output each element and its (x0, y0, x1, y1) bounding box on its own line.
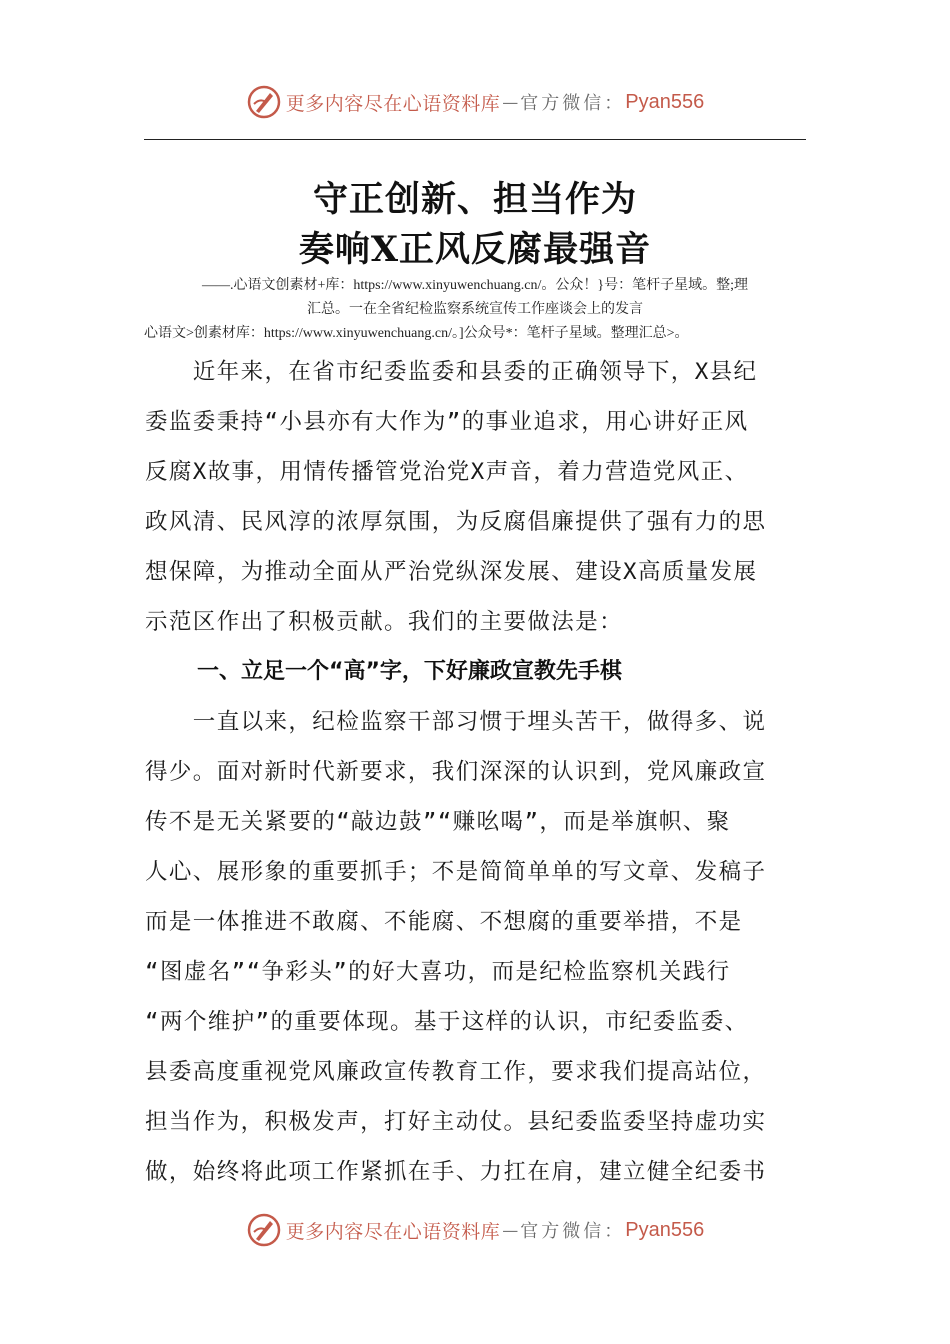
paragraph-line: “图虚名”“争彩头”的好大喜功，而是纪检监察机关践行 (145, 959, 731, 985)
title-line-1: 守正创新、担当作为 (312, 179, 637, 220)
banner-separator: — (502, 92, 519, 112)
paragraph-line: 想保障，为推动全面从严治党纵深发展、建设X高质量发展 (145, 559, 758, 585)
paragraph-line: 县委高度重视党风廉政宣传教育工作，要求我们提高站位， (145, 1059, 767, 1085)
pen-logo-icon (246, 1212, 282, 1248)
title-line-2: 奏响X正风反腐最强音 (298, 229, 652, 270)
section-heading: 一、立足一个“高”字，下好廉政宣教先手棋 (197, 659, 622, 684)
subtitle-line: 汇总。一在全省纪检监察系统宣传工作座谈会上的发言 (307, 302, 643, 317)
header-banner (0, 82, 950, 122)
paragraph-line: 近年来，在省市纪委监委和县委的正确领导下，X县纪 (145, 359, 758, 385)
footer-banner (0, 1210, 950, 1250)
banner-separator: — (502, 1220, 519, 1240)
banner-main-text: 更多内容尽在心语资料库 (285, 92, 501, 115)
banner-main-text: 更多内容尽在心语资料库 (285, 1220, 501, 1243)
subtitle-line: 心语文>创素材库：https://www.xinyuwenchuang.cn/。]公众号*：笔杆子星域。整理汇总>。 (144, 326, 689, 341)
paragraph-line: 得少。面对新时代新要求，我们深深的认识到，党风廉政宣 (145, 759, 767, 785)
paragraph-line: 委监委秉持“小县亦有大作为”的事业追求，用心讲好正风 (145, 409, 749, 435)
banner-wechat-label: 官方微信： (520, 1221, 626, 1242)
paragraph-line: 担当作为，积极发声，打好主动仗。县纪委监委坚持虚功实 (145, 1109, 767, 1135)
banner-wechat-id: Pyan556 (625, 90, 705, 113)
paragraph-line: 人心、展形象的重要抓手；不是简简单单的写文章、发稿子 (145, 859, 767, 885)
subtitle-line: ——.心语文创素材+库：https://www.xinyuwenchuang.cn/。公众！}号：笔杆子星域。整;理 (201, 278, 749, 293)
banner-wechat-id: Pyan556 (625, 1218, 705, 1241)
banner-wechat-label: 官方微信： (520, 93, 626, 114)
paragraph-line: 政风清、民风淳的浓厚氛围，为反腐倡廉提供了强有力的思 (145, 509, 767, 535)
header-divider (144, 139, 806, 140)
paragraph-line: 反腐X故事，用情传播管党治党X声音，着力营造党风正、 (145, 459, 749, 485)
paragraph-line: 做，始终将此项工作紧抓在手、力扛在肩，建立健全纪委书 (145, 1159, 767, 1185)
paragraph-line: 示范区作出了积极贡献。我们的主要做法是： (145, 609, 624, 635)
pen-logo-icon (246, 84, 282, 120)
paragraph-line: 传不是无关紧要的“敲边鼓”“赚吆喝”，而是举旗帜、聚 (145, 809, 731, 835)
paragraph-line: 而是一体推进不敢腐、不能腐、不想腐的重要举措，不是 (145, 909, 743, 935)
paragraph-line: “两个维护”的重要体现。基于这样的认识，市纪委监委、 (145, 1009, 749, 1035)
paragraph-line: 一直以来，纪检监察干部习惯于埋头苦干，做得多、说 (145, 709, 767, 735)
